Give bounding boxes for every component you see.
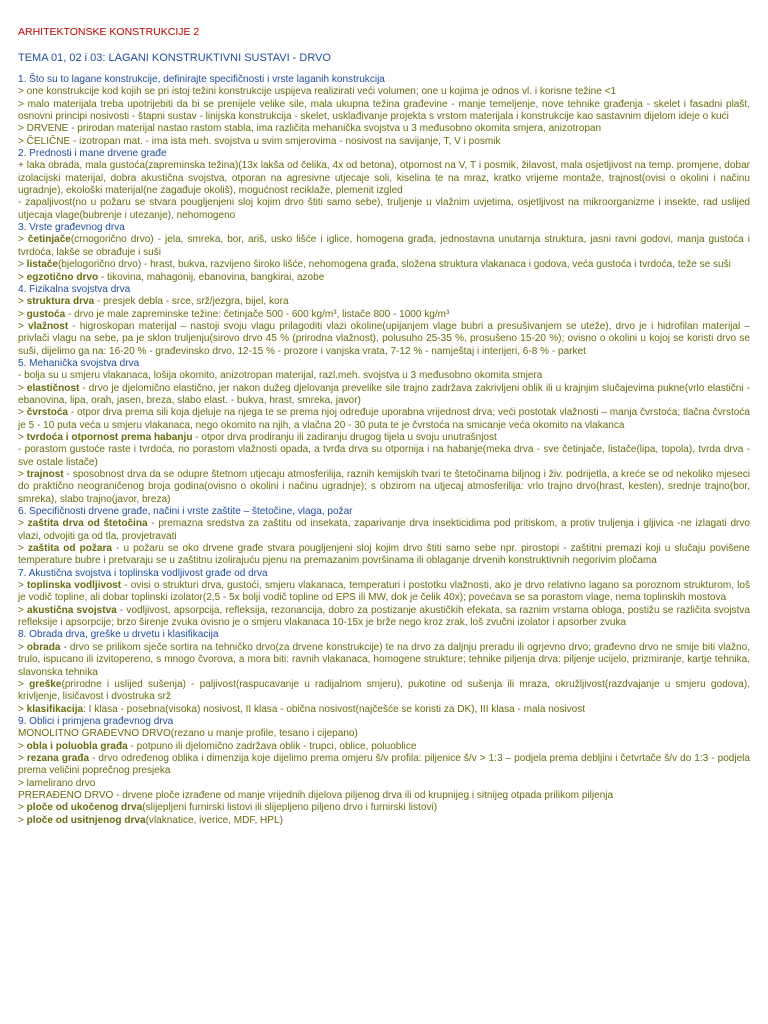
paragraph: > trajnost - sposobnost drva da se odupre štetnom utjecaju atmosferilija, raznih kemijskih tvari te štetočinama biljnog i živ. podrijetla, a kreće se od nekoliko mjeseci do praktično neograničenog broja godina(ovisno o okolini i načinu ugradnje); s obzirom na utjecaj atmosferilija: vrlo trajno drvo(hrast, kesten), srednje trajno(bor, smreka), slabo trajno(javor, breza)	[18, 469, 750, 505]
paragraph: > egzotično drvo - tikovina, mahagonij, ebanovina, bangkirai, azobe	[18, 271, 325, 283]
paragraph: > obrada - drvo se prilikom sječe sortira na tehničko drvo(za drvene konstrukcije) te na drvo za daljnju preradu ili ogrjevno drvo; građevno drvo ne smije biti vlažno, trulo, ispucano ili izvitopereno, s mnogo čvorova, a mora biti: ravnih vlakanaca, homogene strukture; tehnike piljenja drva: piljenje ucijelo, prizmiranje, kartje tehnika, slavonska tehnika	[18, 641, 750, 678]
question-heading: 5. Mehanička svojstva drva	[18, 357, 140, 369]
question-heading: 7. Akustična svojstva i toplinska vodljivost građe od drva	[18, 567, 268, 579]
paragraph: > one konstrukcije kod kojih se pri istoj težini konstrukcije uspijeva realizirati veći volumen; one u kojima je odnos vl. i korisne težine <1	[18, 86, 617, 98]
paragraph: > akustična svojstva - vodljivost, apsorpcija, refleksija, rezonancija, dobro za postizanje akustičkih efekata, sa raznim vrstama obloga, postižu se različita svojstva refleksije i apsorpcije; brzo širenje zvuka ovisno je o smjeru vlakanaca 10-15x je brže nego kroz zrak, loš zvučni izolator i apsorber zvuka	[18, 604, 750, 629]
term: tvrdoća i otpornost prema habanju	[26, 431, 193, 443]
term: zaštita drva od štetočina	[27, 518, 148, 530]
term-description: - drvo je djelomično elastično, jer nakon dužeg djelovanja prevelike sile trajno zadržava zakrivljeni oblik ili u krajnjim slučajevima pukne(vrlo elastični - ebanovina, lipa, orah, jasen, breza, slabo elast. - bukva, hrast, smreka, javor)	[18, 382, 750, 406]
term: toplinska vodljivost	[27, 580, 122, 592]
term-description: (slijepljeni furnirski listovi ili slijepljeno piljeno drvo i furnirski listovi)	[142, 802, 438, 814]
term-description: - otpor drva prema sili koja djeluje na njega te se prema njoj određuje uporabna vrijednost drva; veći postotak vlažnosti – manja čvrstoća; tlačna čvrstoća je 5 - 10 puta veća u smjeru vlakanaca, nego okomito na njih, a vlačna 20 - 30 puta te je čvrstoća na smicanje veća okomito na vlakanca	[18, 407, 750, 431]
term: čvrstoća	[26, 407, 69, 419]
topic-title: LAGANI KONSTRUKTIVNI SUSTAVI - DRVO	[108, 52, 331, 64]
term: gustoća	[26, 308, 66, 320]
paragraph: > četinjače(crnogorično drvo) - jela, smreka, bor, ariš, usko lišće i iglice, homogena građa, jednostavna unutarnja struktura, jasni ravni godovi, manja gustoća i tvrdoća, lakše se obrađuje i suši	[18, 234, 750, 258]
term-description: (bjelogorično drvo) - hrast, bukva, razvijeno široko lišće, nehomogena građa, složena struktura vlakanaca i godova, veća gustoća i tvrdoća, teže se suši	[57, 259, 731, 271]
paragraph: + laka obrada, mala gustoća(zapreminska težina)(13x lakša od čelika, 4x od betona), otpornost na V, T i posmik, žilavost, mala osjetljivost na temp. promjene, dobar izolacijski materijal, dobra akustična svojstva, otporan na agresivne utjecaje soli, kiselina te na mraz, kratko vrijeme montaže, trajnost(ovisi o okolini i načinu ugradnje), ekološki materijal(ne zagađuje okoliš), mogućnost reciklaže, plemenit izgled	[18, 160, 750, 197]
question-heading: 8. Obrada drva, greške u drvetu i klasifikacija	[18, 629, 219, 641]
term: listače	[26, 259, 58, 271]
question-heading: 2. Prednosti i mane drvene građe	[18, 148, 167, 160]
term-description: : I klasa - posebna(visoka) nosivost, II klasa - obična nosivost(najčešće se koristi za DK), III klasa - mala nosivost	[83, 703, 586, 715]
term-description: - higroskopan materijal – nastoji svoju vlagu prilagoditi vlazi okoline(upijanjem vlage bubri a presušivanjem se uteže), drvo je i hidrofilan materijal – privlači vlagu na sebe, pa je sklon truljenju(sirovo drvo 45 % (prirodna vlažnost), polusuho 25-35 %, prosušeno 15-20 %); ovisno o okolini u kojoj se koristi drvo se suši, dijelimo ga na: 16-20 % - građevinsko drvo, 12-15 % - prozore i vanjska vrata, 7-12 % - namještaj i interijeri, 6-8 % - parket	[18, 320, 750, 357]
paragraph: > ČELIČNE - izotropan mat. - ima ista meh. svojstva u svim smjerovima - nosivost na savijanje, T, V i posmik	[18, 135, 501, 147]
term: struktura drva	[26, 296, 95, 308]
document-body	[18, 74, 750, 827]
question-heading: 6. Specifičnosti drvene građe, načini i vrste zaštite – štetočine, vlaga, požar	[18, 506, 353, 518]
term-description: (vlaknatice, iverice, MDF, HPL)	[145, 814, 283, 826]
paragraph: > obla i poluobla građa - potpuno ili djelomično zadržava oblik - trupci, oblice, poluoblice	[18, 740, 417, 752]
term-description: - drvo se prilikom sječe sortira na tehničko drvo(za drvene konstrukcije) te na drvo za daljnju preradu ili ogrjevno drvo; građevno drvo ne smije biti vlažno, trulo, ispucano ili izvitopereno, s mnogo čvorova, a mora biti: ravnih vlakanaca, homogene strukture; tehnike piljenja drva: piljenje ucijelo, prizmiranje, kartje tehnika, slavonska tehnika	[18, 641, 750, 678]
term-description: - tikovina, mahagonij, ebanovina, bangkirai, azobe	[98, 271, 325, 283]
term-description: - drvo je male zapreminske težine: četinjače 500 - 600 kg/m³, listače 800 - 1000 kg/m³	[65, 308, 450, 320]
term-description: - u požaru se oko drvene građe stvara pougljenjeni sloj kojim drvo štiti samo sebe npr. pirostopi - zaštitni premazi koji u slučaju povišene temperature bubre i pretvaraju se u zaštitnu izolirajuću pjenu na premazanim površinama ili oblaganje drvenih konstruktivnih negorivim pločama	[18, 543, 750, 567]
term-description: - presjek debla - srce, srž/jezgra, bijel, kora	[94, 296, 289, 308]
term: elastičnost	[26, 382, 80, 394]
term-description: - ovisi o strukturi drva, gustoći, smjeru vlakanaca, temperaturi i postotku vlažnosti, ako je drvo relativno lagano sa poroznom strukturom, loš je vodič topline, ali dobar toplinski izolator(2,5 - 5x bolji vodič topline od EPS ili MW, dok je čelik 40x); povećava se sa porastom vlage, nema toplinskih mostova	[18, 580, 750, 604]
term-description: - vodljivost, apsorpcija, refleksija, rezonancija, dobro za postizanje akustičkih efekata, sa raznim vrstama obloga, postižu se različita svojstva refleksije i apsorpcije; brzo širenje zvuka ovisno je o smjeru vlakanaca 10-15x je brže nego kroz zrak, loš zvučni izolator i apsorber zvuka	[18, 604, 750, 629]
term-description: - otpor drva prodiranju ili zadiranju drugog tijela u svoju unutrašnjost	[192, 431, 497, 443]
term: akustična svojstva	[27, 604, 117, 616]
term-description: - sposobnost drva da se odupre štetnom utjecaju atmosferilija, raznih kemijskih tvari te štetočinama biljnog i živ. podrijetla, a kreće se od nekoliko mjeseci do praktično neograničenog broja godina(ovisno o okolini i načinu ugradnje); s obzirom na utjecaj atmosferilija: vrlo trajno drvo(hrast, kesten), srednje trajno(bor, smreka), slabo trajno(javor, breza)	[18, 469, 750, 505]
topic-label: TEMA 01, 02 i 03:	[18, 52, 106, 64]
term: trajnost	[26, 469, 64, 480]
paragraph: > klasifikacija: I klasa - posebna(visoka) nosivost, II klasa - obična nosivost(najčešće se koristi za DK), III klasa - mala nosivost	[18, 703, 586, 715]
paragraph: > struktura drva - presjek debla - srce, srž/jezgra, bijel, kora	[18, 296, 289, 308]
term-description: (prirodne i uslijed sušenja) - paljivost(raspucavanje u radijalnom smjeru), pukotine od sušenja ili mraza, okružljivost(razdvajanje u smjeru godova), krivljenje, lisičavost i dvostruka srž	[18, 678, 750, 703]
paragraph: > listače(bjelogorično drvo) - hrast, bukva, razvijeno široko lišće, nehomogena građa, složena struktura vlakanaca i godova, veća gustoća i tvrdoća, teže se suši	[18, 259, 731, 271]
question-heading: 3. Vrste građevnog drva	[18, 222, 125, 234]
paragraph: > tvrdoća i otpornost prema habanju - otpor drva prodiranju ili zadiranju drugog tijela u svoju unutrašnjost	[18, 431, 497, 443]
term: vlažnost	[27, 320, 69, 332]
question-heading: 1. Što su to lagane konstrukcije, definirajte specifičnosti i vrste laganih konstrukcija	[18, 74, 385, 85]
term: egzotično drvo	[26, 271, 99, 283]
paragraph: > gustoća - drvo je male zapreminske težine: četinjače 500 - 600 kg/m³, listače 800 - 1000 kg/m³	[18, 308, 450, 320]
topic-heading	[18, 52, 750, 64]
paragraph: > ploče od usitnjenog drva(vlaknatice, iverice, MDF, HPL)	[18, 814, 283, 826]
question-heading: 4. Fizikalna svojstva drva	[18, 283, 131, 295]
paragraph: MONOLITNO GRAĐEVNO DRVO(rezano u manje profile, tesano i cijepano)	[18, 728, 358, 740]
paragraph: - zapaljivost(no u požaru se stvara pougljenjeni sloj kojim drvo štiti samo sebe), truljenje u vlažnim uvjetima, osjetljivost na mikroorganizme i insekte, rad uslijed utjecaja vlage(bubrenje i utezanje), nehomogeno	[18, 197, 750, 221]
paragraph: > zaštita od požara - u požaru se oko drvene građe stvara pougljenjeni sloj kojim drvo štiti samo sebe npr. pirostopi - zaštitni premazi koji u slučaju povišene temperature bubre i pretvaraju se u zaštitnu izolirajuću pjenu na premazanim površinama ili oblaganje drvenih konstruktivnih negorivim pločama	[18, 543, 750, 567]
paragraph: > vlažnost - higroskopan materijal – nastoji svoju vlagu prilagoditi vlazi okoline(upijanjem vlage bubri a presušivanjem se uteže), drvo je i hidrofilan materijal – privlači vlagu na sebe, pa je sklon truljenju(sirovo drvo 45 % (prirodna vlažnost), polusuho 25-35 %, prosušeno 15-20 %); ovisno o okolini u kojoj se koristi drvo se suši, dijelimo ga na: 16-20 % - građevinsko drvo, 12-15 % - prozore i vanjska vrata, 7-12 % - namještaj i interijeri, 6-8 % - parket	[18, 320, 750, 357]
term-description: (crnogorično drvo) - jela, smreka, bor, ariš, usko lišće i iglice, homogena građa, jednostavna unutarnja struktura, jasni ravni godovi, manja gustoća i tvrdoća, lakše se obrađuje i suši	[18, 234, 750, 258]
paragraph: > DRVENE - prirodan materijal nastao rastom stabla, ima različita mehanička svojstva u 3 međusobno okomita smjera, anizotropan	[18, 123, 602, 135]
term: obrada	[26, 641, 61, 653]
paragraph: > malo materijala treba upotrijebiti da bi se prenijele velike sile, mala ukupna težina građevine - manje temeljenje, nove tehnike građenja - skelet i fasadni plašt, osnovni principi nosivosti - štapni sustav - linijska konstrukcija - skelet, usklađivanje projekta s vrstom materijala i konstrukcije kao sastavnim dijelom ideje o kući	[18, 98, 750, 123]
paragraph: PRERAĐENO DRVO - drvene ploče izrađene od manje vrijednih dijelova piljenog drva ili od krupnijeg i sitnijeg otpada prilikom piljenja	[18, 789, 614, 801]
paragraph: > rezana građa - drvo određenog oblika i dimenzija koje dijelimo prema omjeru š/v profila: piljenice š/v > 1:3 – podjela prema debljini i četvrtače š/v do 1:3 - podjela prema veličini poprečnog presjeka	[18, 752, 751, 777]
term-description: - premazna sredstva za zaštitu od insekata, zaparivanje drva insekticidima pod pritiskom, a protiv truljenja i gljivica -ne izlagati drvo vlazi, odvojiti ga od tla, provjetravati	[18, 518, 750, 542]
paragraph: > zaštita drva od štetočina - premazna sredstva za zaštitu od insekata, zaparivanje drva insekticidima pod pritiskom, a protiv truljenja i gljivica -ne izlagati drvo vlazi, odvojiti ga od tla, provjetravati	[18, 518, 750, 542]
term: zaštita od požara	[27, 543, 112, 555]
term: greške	[29, 678, 62, 690]
term: ploče od ukočenog drva	[26, 802, 143, 814]
paragraph: > ploče od ukočenog drva(slijepljeni furnirski listovi ili slijepljeno piljeno drvo i furnirski listovi)	[18, 802, 438, 814]
term: rezana građa	[26, 752, 90, 764]
term-description: - drvo određenog oblika i dimenzija koje dijelimo prema omjeru š/v profila: piljenice š/v > 1:3 – podjela prema debljini i četvrtače š/v do 1:3 - podjela prema veličini poprečnog presjeka	[18, 752, 751, 777]
term-description: - potpuno ili djelomično zadržava oblik - trupci, oblice, poluoblice	[127, 740, 417, 752]
course-title: ARHITEKTONSKE KONSTRUKCIJE 2	[18, 26, 200, 38]
paragraph: > toplinska vodljivost - ovisi o strukturi drva, gustoći, smjeru vlakanaca, temperaturi i postotku vlažnosti, ako je drvo relativno lagano sa poroznom strukturom, loš je vodič topline, ali dobar toplinski izolator(2,5 - 5x bolji vodič topline od EPS ili MW, dok je čelik 40x); povećava se sa porastom vlage, nema toplinskih mostova	[18, 580, 750, 604]
paragraph: - porastom gustoće raste i tvrdoća, no porastom vlažnosti opada, a tvrđa drva su otpornija i na habanje(meka drva - sve četinjače, listače(lipa, topola), tvrda drva - sve ostale listače)	[18, 444, 750, 468]
term: obla i poluobla građa	[26, 740, 128, 752]
paragraph: > greške(prirodne i uslijed sušenja) - paljivost(raspucavanje u radijalnom smjeru), pukotine od sušenja ili mraza, okružljivost(razdvajanje u smjeru godova), krivljenje, lisičavost i dvostruka srž	[18, 678, 750, 703]
term: klasifikacija	[26, 703, 84, 715]
paragraph: - bolja su u smjeru vlakanaca, lošija okomito, anizotropan materijal, razl.meh. svojstva u 3 međusobno okomita smjera	[18, 370, 543, 382]
paragraph: > lamelirano drvo	[18, 777, 96, 789]
term: četinjače	[27, 234, 71, 246]
question-heading: 9. Oblici i primjena građevnog drva	[18, 715, 174, 727]
term: ploče od usitnjenog drva	[26, 814, 146, 826]
paragraph: > elastičnost - drvo je djelomično elastično, jer nakon dužeg djelovanja prevelike sile trajno zadržava zakrivljeni oblik ili u krajnjim slučajevima pukne(vrlo elastični - ebanovina, lipa, orah, jasen, breza, slabo elast. - bukva, hrast, smreka, javor)	[18, 382, 750, 406]
paragraph: > čvrstoća - otpor drva prema sili koja djeluje na njega te se prema njoj određuje uporabna vrijednost drva; veći postotak vlažnosti – manja čvrstoća; tlačna čvrstoća je 5 - 10 puta veća u smjeru vlakanaca, nego okomito na njih, a vlačna 20 - 30 puta te je čvrstoća na smicanje veća okomito na vlakanca	[18, 407, 750, 431]
